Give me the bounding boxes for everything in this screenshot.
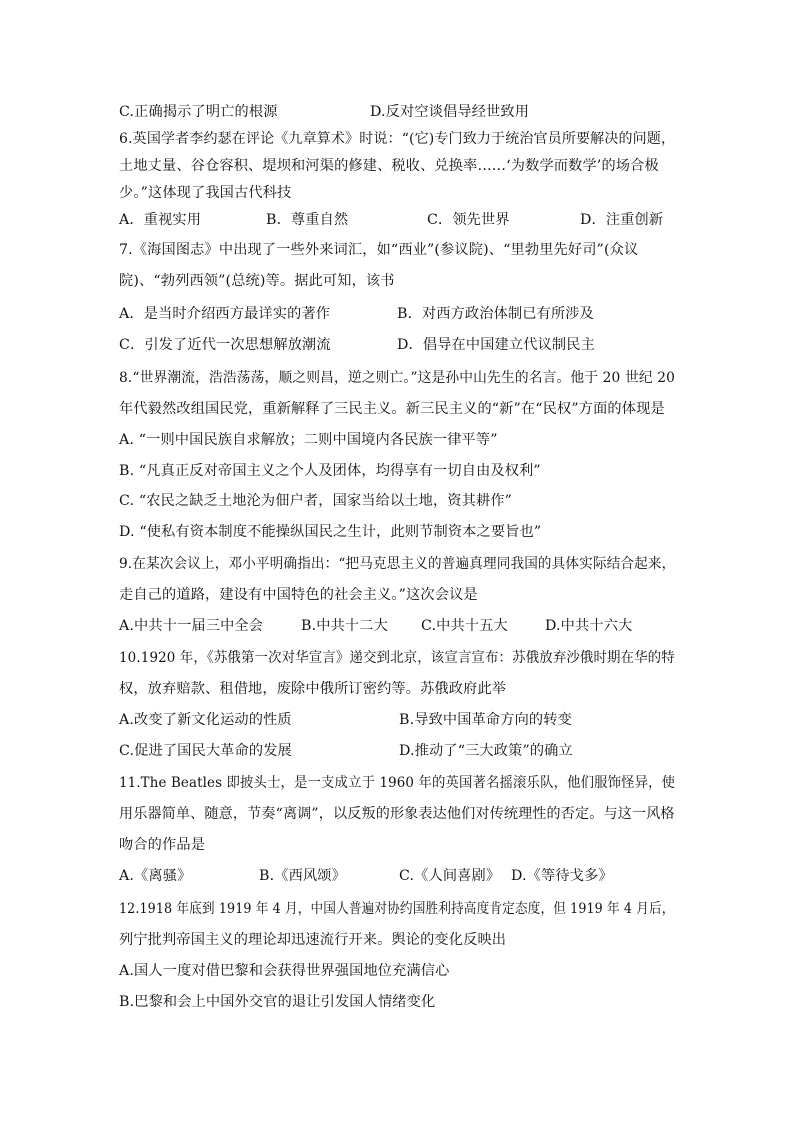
q6-stem-line-3: 少。”这体现了我国古代科技 [119, 185, 292, 201]
q11-option-b: B.《西风颂》 [259, 868, 346, 884]
q8-stem-line-1: 8.“世界潮流，浩浩荡荡，顺之则昌，逆之则亡。”这是孙中山先生的名言。他于 20 世纪 20 [119, 370, 676, 386]
q7-stem-line-2: 院)、“勃列西领”(总统)等。据此可知，该书 [119, 273, 395, 289]
q6-stem-line-2: 土地丈量、谷仓容积、堤坝和河渠的修建、税收、兑换率……‘为数学而数学’的场合极 [119, 158, 659, 174]
q6-stem-line-1: 6.英国学者李约瑟在评论《九章算术》时说：“(它)专门致力于统治官员所要解决的问题， [119, 131, 676, 147]
q8-option-d: D. “使私有资本制度不能操纵国民之生计，此则节制资本之要旨也” [119, 524, 542, 540]
q9-stem-line-2: 走自己的道路，建设有中国特色的社会主义。”这次会议是 [119, 587, 478, 603]
q11-option-d: D.《等待戈多》 [511, 868, 613, 884]
q6-option-b: B．尊重自然 [266, 212, 349, 228]
q12-option-a: A.国人一度对借巴黎和会获得世界强国地位充满信心 [119, 963, 450, 979]
q5-option-d: D.反对空谈倡导经世致用 [370, 104, 530, 120]
q9-option-a: A.中共十一届三中全会 [119, 618, 264, 634]
q12-stem-line-2: 列宁批判帝国主义的理论却迅速流行开来。舆论的变化反映出 [119, 932, 507, 948]
q10-option-d: D.推动了“三大政策”的确立 [399, 743, 573, 759]
q6-option-d: D．注重创新 [580, 212, 664, 228]
q9-stem-line-1: 9.在某次会议上，邓小平明确指出：“把马克思主义的普遍真理同我国的具体实际结合起来， [119, 556, 676, 572]
q7-option-c: C．引发了近代一次思想解放潮流 [119, 337, 331, 353]
q9-option-b: B.中共十二大 [301, 618, 388, 634]
q11-stem-line-2: 用乐器简单、随意，节奏“离调”，以反叛的形象表达他们对传统理性的否定。与这一风格 [119, 806, 675, 822]
q8-stem-line-2: 年代毅然改组国民党，重新解释了三民主义。新三民主义的“新”在“民权”方面的体现是 [119, 401, 665, 417]
q11-stem-line-1: 11.The Beatles 即披头士，是一支成立于 1960 年的英国著名摇滚乐队，他们服饰怪异，使 [119, 775, 676, 791]
q8-option-b: B. “凡真正反对帝国主义之个人及团体，均得享有一切自由及权利” [119, 463, 541, 479]
q11-option-c: C.《人间喜剧》 [399, 868, 501, 884]
q9-option-d: D.中共十六大 [545, 618, 633, 634]
q8-option-a: A. “一则中国民族自求解放；二则中国境内各民族一律平等” [119, 432, 498, 448]
q10-stem-line-1: 10.1920 年，《苏俄第一次对华宣言》递交到北京，该宣言宣布：苏俄放弃沙俄时期在华的特 [119, 650, 675, 666]
q9-option-c: C.中共十五大 [421, 618, 508, 634]
q11-stem-line-3: 吻合的作品是 [119, 837, 206, 853]
q7-option-a: A．是当时介绍西方最详实的著作 [119, 306, 331, 322]
q12-stem-line-1: 12.1918 年底到 1919 年 4 月，中国人普遍对协约国胜利持高度肯定态度，但 1919 年 4 月后， [119, 901, 675, 917]
q8-option-c: C. “农民之缺乏土地沦为佃户者，国家当给以土地，资其耕作” [119, 493, 513, 509]
q10-option-c: C.促进了国民大革命的发展 [119, 743, 292, 759]
q10-option-a: A.改变了新文化运动的性质 [119, 712, 292, 728]
q6-option-c: C．领先世界 [427, 212, 510, 228]
q7-stem-line-1: 7.《海国图志》中出现了一些外来词汇，如“西业”(参议院)、“里勃里先好司”(众议 [119, 242, 639, 258]
q7-option-b: B．对西方政治体制已有所涉及 [397, 306, 594, 322]
q11-option-a: A.《离骚》 [119, 868, 192, 884]
q10-stem-line-2: 权，放弃赔款、租借地，废除中俄所订密约等。苏俄政府此举 [119, 681, 507, 697]
q12-option-b: B.巴黎和会上中国外交官的退让引发国人情绪变化 [119, 994, 436, 1010]
q7-option-d: D．倡导在中国建立代议制民主 [397, 337, 595, 353]
q5-option-c: C.正确揭示了明亡的根源 [119, 104, 278, 120]
q6-option-a: A．重视实用 [119, 212, 202, 228]
q10-option-b: B.导致中国革命方向的转变 [399, 712, 572, 728]
